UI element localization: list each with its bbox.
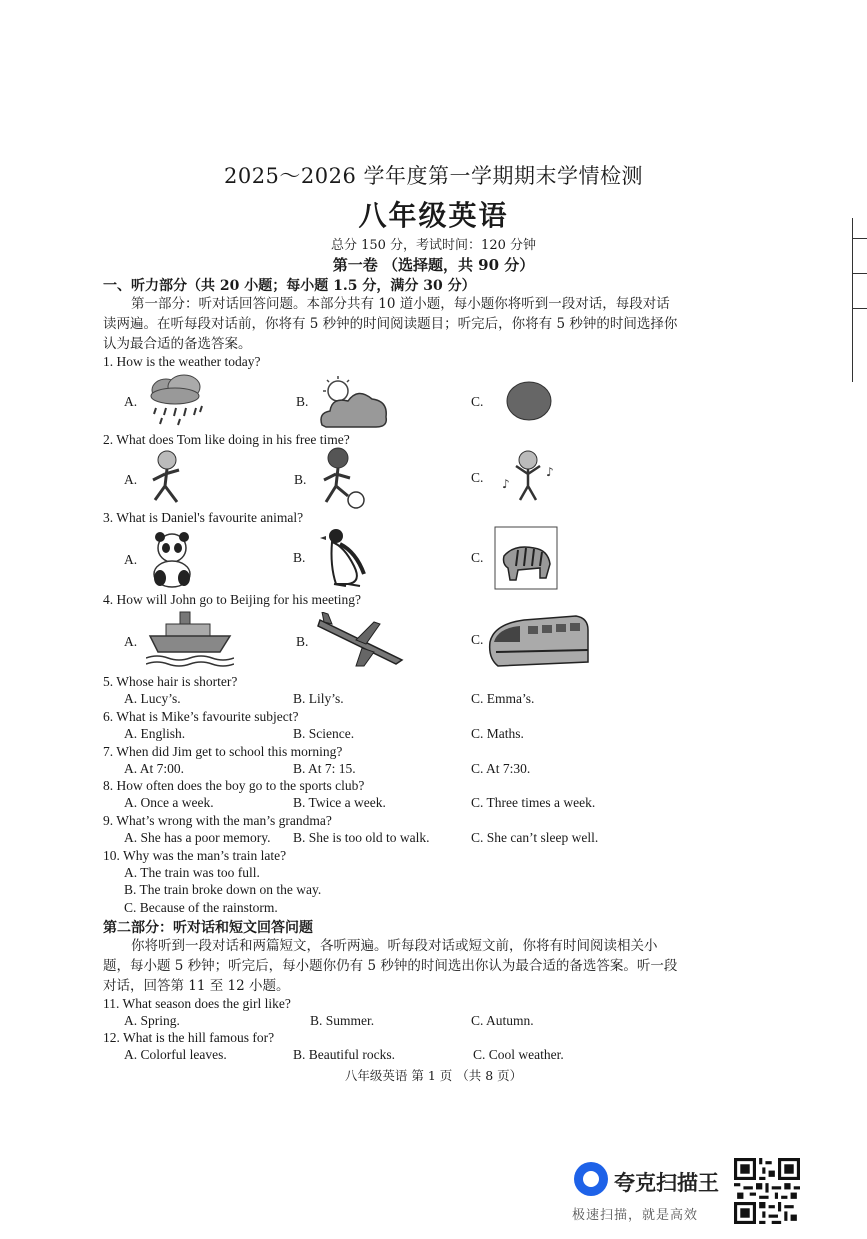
option-6c: C. Maths.	[471, 726, 524, 741]
option-3b-label: B.	[293, 550, 306, 565]
question-6: 6. What is Mike’s favourite subject?	[103, 709, 299, 724]
music-boy-icon	[498, 448, 558, 502]
brand-slogan: 极速扫描，就是高效	[572, 1208, 699, 1223]
ship-icon	[146, 608, 234, 668]
part-title: 第一卷 （选择题，共 90 分）	[332, 256, 535, 274]
question-3: 3. What is Daniel's favourite animal?	[103, 510, 304, 525]
option-9b: B. She is too old to walk.	[293, 830, 430, 845]
option-4b-label: B.	[296, 634, 309, 649]
option-7b: B. At 7: 15.	[293, 761, 356, 776]
option-4a-label: A.	[124, 634, 138, 649]
football-boy-icon	[312, 446, 372, 510]
option-4c-label: C.	[471, 632, 484, 647]
option-12c: C. Cool weather.	[473, 1047, 564, 1062]
quark-logo-icon	[574, 1162, 608, 1196]
option-9c: C. She can’t sleep well.	[471, 830, 599, 845]
tiger-icon	[494, 526, 558, 590]
question-5: 5. Whose hair is shorter?	[103, 674, 238, 689]
section1-intro: 第一部分：听对话回答问题。本部分共有 10 道小题，每小题你将听到一段对话，每段对话读两遍。在听每段对话前，你将有 5 秒钟的时间阅读题目；听完后，你将有 5 秒钟的时间选择你认为最合适的备选答案。	[103, 296, 678, 352]
option-8a: A. Once a week.	[124, 795, 214, 810]
question-8: 8. How often does the boy go to the sports club?	[103, 778, 365, 793]
question-2: 2. What does Tom like doing in his free time?	[103, 432, 350, 447]
option-12b: B. Beautiful rocks.	[293, 1047, 395, 1062]
question-9: 9. What’s wrong with the man’s grandma?	[103, 813, 332, 828]
option-8b: B. Twice a week.	[293, 795, 386, 810]
option-6b: B. Science.	[293, 726, 355, 741]
option-1c-label: C.	[471, 394, 484, 409]
option-3a-label: A.	[124, 552, 138, 567]
exam-meta: 总分 150 分，考试时间：120 分钟	[330, 238, 537, 253]
option-6a: A. English.	[124, 726, 186, 741]
option-2b-label: B.	[294, 472, 307, 487]
running-boy-icon	[145, 448, 191, 508]
svg-text:♪: ♪	[502, 477, 510, 491]
sun-icon	[505, 380, 553, 422]
exam-title: 2025～2026 学年度第一学期期末学情检测	[223, 164, 644, 188]
option-2a-label: A.	[124, 472, 138, 487]
option-7a: A. At 7:00.	[124, 761, 185, 776]
binding-edge	[852, 218, 867, 382]
question-11: 11. What season does the girl like?	[103, 996, 291, 1011]
exam-subject: 八年级英语	[358, 199, 509, 232]
rain-cloud-icon	[144, 374, 210, 426]
question-10: 10. Why was the man’s train late?	[103, 848, 287, 863]
option-7c: C. At 7:30.	[471, 761, 531, 776]
option-9a: A. She has a poor memory.	[124, 830, 271, 845]
option-10b: B. The train broke down on the way.	[124, 882, 322, 897]
option-5a: A. Lucy’s.	[124, 691, 181, 706]
section1-heading: 一、听力部分（共 20 小题；每小题 1.5 分，满分 30 分）	[103, 278, 476, 294]
plane-icon	[316, 612, 408, 668]
option-10a: A. The train was too full.	[124, 865, 260, 880]
brand-name: 夸克扫描王	[614, 1171, 719, 1195]
svg-text:♪: ♪	[546, 465, 554, 479]
section2-intro: 你将听到一段对话和两篇短文，各听两遍。听每段对话或短文前，你将有时间阅读相关小题，每小题 5 秒钟；听完后，每小题你仍有 5 秒钟的时间选出你认为最合适的备选答案。听一段对话，回答第 11 至 12 小题。	[103, 938, 678, 994]
option-5b: B. Lily’s.	[293, 691, 344, 706]
option-8c: C. Three times a week.	[471, 795, 596, 810]
option-12a: A. Colorful leaves.	[124, 1047, 227, 1062]
option-1a-label: A.	[124, 394, 138, 409]
option-10c: C. Because of the rainstorm.	[124, 900, 278, 915]
option-1b-label: B.	[296, 394, 309, 409]
panda-icon	[146, 530, 198, 588]
option-11b: B. Summer.	[310, 1013, 375, 1028]
option-2c-label: C.	[471, 470, 484, 485]
option-5c: C. Emma’s.	[471, 691, 535, 706]
option-11a: A. Spring.	[124, 1013, 180, 1028]
page-footer: 八年级英语 第 1 页 （共 8 页）	[344, 1068, 523, 1083]
question-4: 4. How will John go to Beijing for his meeting?	[103, 592, 361, 607]
section2-heading: 第二部分：听对话和短文回答问题	[103, 920, 313, 936]
qr-code-icon	[734, 1158, 800, 1224]
option-3c-label: C.	[471, 550, 484, 565]
penguin-icon	[318, 526, 374, 588]
question-7: 7. When did Jim get to school this morning?	[103, 744, 343, 759]
train-icon	[484, 612, 592, 668]
question-12: 12. What is the hill famous for?	[103, 1030, 275, 1045]
option-11c: C. Autumn.	[471, 1013, 534, 1028]
sun-cloud-icon	[316, 375, 390, 430]
question-1: 1. How is the weather today?	[103, 354, 261, 369]
